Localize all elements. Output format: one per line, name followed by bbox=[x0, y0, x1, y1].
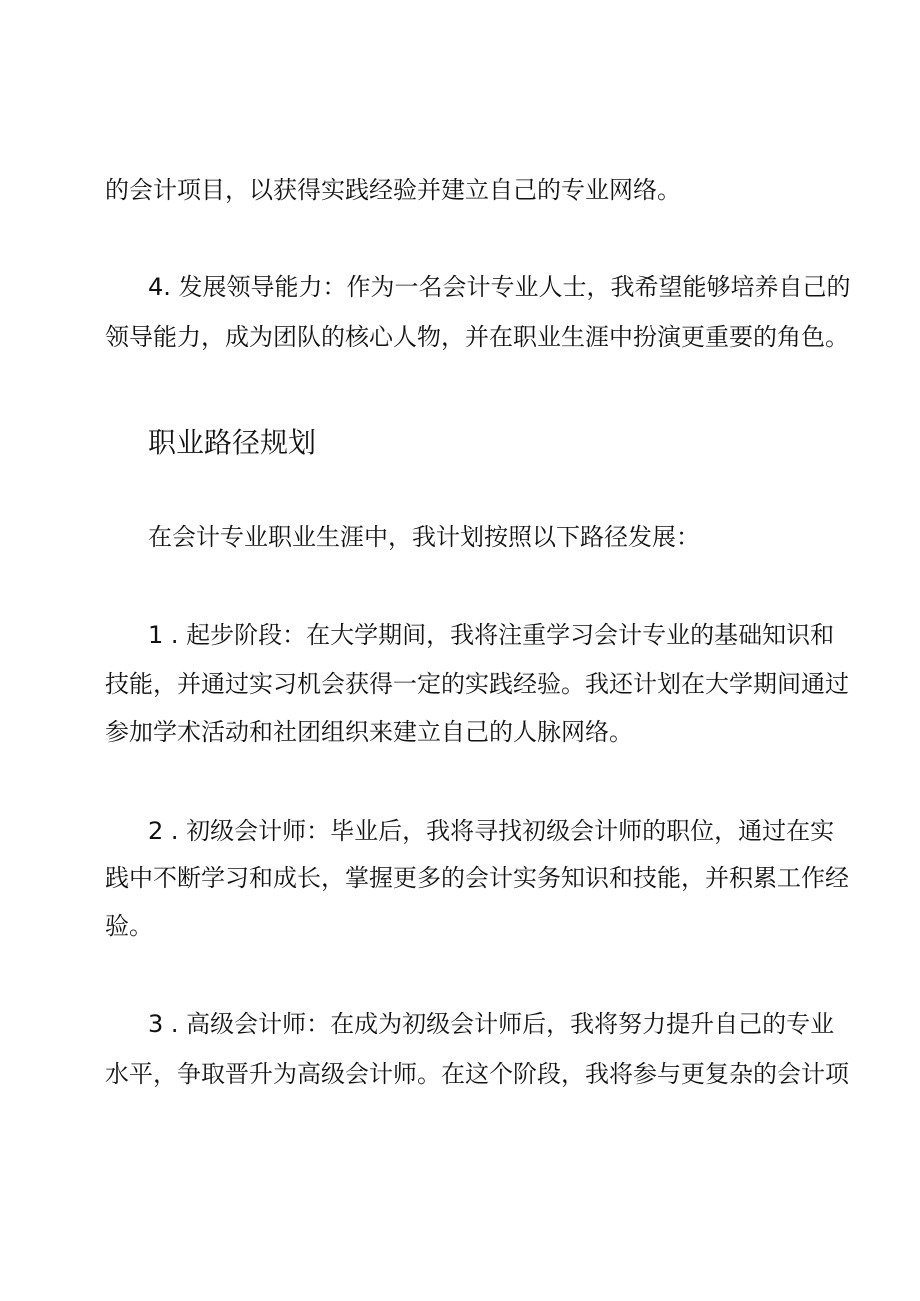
text-line: 参加学术活动和社团组织来建立自己的人脉网络。 bbox=[105, 718, 633, 746]
text-line: 领导能力，成为团队的核心人物，并在职业生涯中扮演更重要的角色。 bbox=[105, 323, 849, 351]
text-line: 4. 发展领导能力：作为一名会计专业人士，我希望能够培养自己的 bbox=[148, 273, 851, 301]
text-line: 在会计专业职业生涯中，我计划按照以下路径发展： bbox=[148, 523, 700, 551]
section-heading: 职业路径规划 bbox=[148, 426, 317, 459]
text-line: 验。 bbox=[105, 912, 153, 940]
text-line: 3 . 高级会计师：在成为初级会计师后，我将努力提升自己的专业 bbox=[148, 1010, 835, 1038]
text-line: 的会计项目，以获得实践经验并建立自己的专业网络。 bbox=[105, 176, 681, 204]
text-line: 2 . 初级会计师：毕业后，我将寻找初级会计师的职位，通过在实 bbox=[148, 817, 835, 845]
text-line: 1 . 起步阶段：在大学期间，我将注重学习会计专业的基础知识和 bbox=[148, 621, 835, 649]
text-line: 技能，并通过实习机会获得一定的实践经验。我还计划在大学期间通过 bbox=[105, 670, 849, 698]
text-line: 践中不断学习和成长，掌握更多的会计实务知识和技能，并积累工作经 bbox=[105, 864, 849, 892]
text-line: 水平，争取晋升为高级会计师。在这个阶段，我将参与更复杂的会计项 bbox=[105, 1060, 849, 1088]
